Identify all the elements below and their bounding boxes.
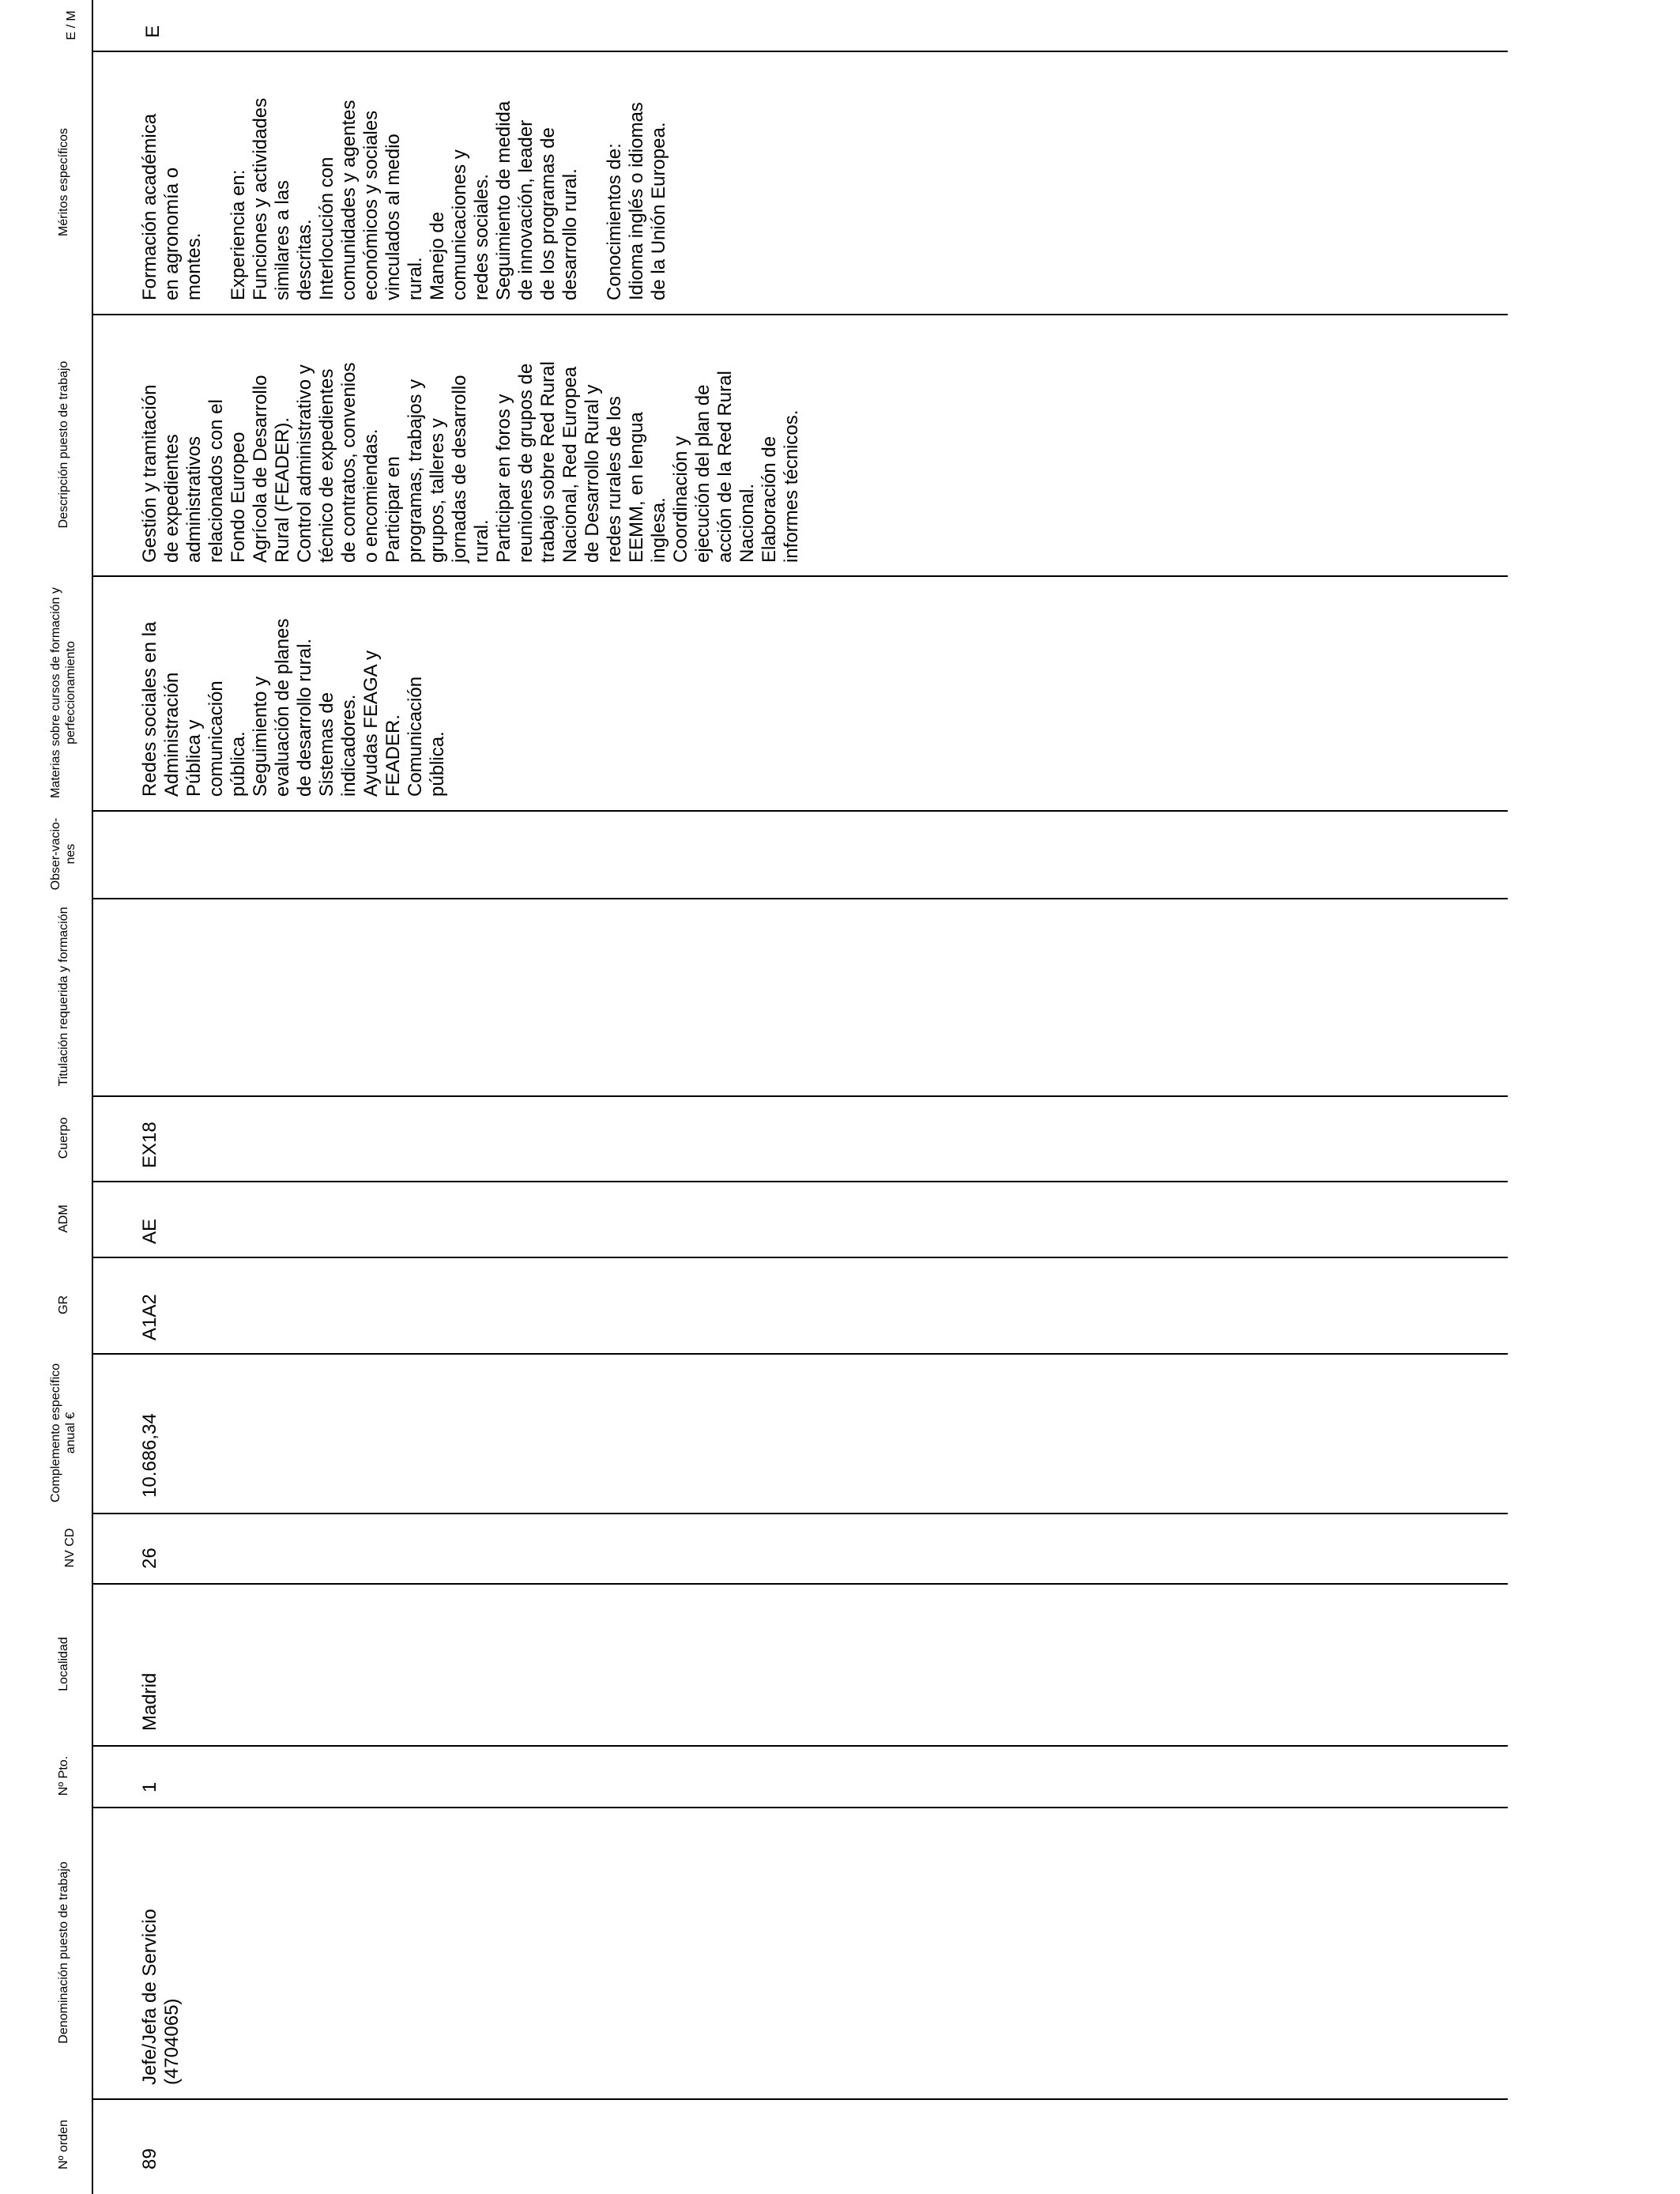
- cell-cuerpo: EX18: [139, 1122, 160, 1168]
- header-meritos: Méritos específicos: [56, 128, 70, 236]
- column-rule: [93, 1095, 1508, 1097]
- header-materias: Materias sobre cursos de formación y perfeccionamiento: [49, 587, 77, 798]
- header-em: E / M: [64, 10, 78, 40]
- cell-nivel: 26: [139, 1547, 160, 1569]
- header-adm: ADM: [56, 1204, 70, 1233]
- header-num-puesto: Nº Pto.: [56, 1755, 70, 1796]
- column-rule: [93, 1807, 1508, 1808]
- cell-num-puesto: 1: [139, 1781, 160, 1793]
- cell-observaciones: [139, 806, 171, 885]
- column-rule: [93, 1745, 1508, 1747]
- header-cuerpo: Cuerpo: [56, 1117, 70, 1159]
- column-rule: [93, 810, 1508, 812]
- cell-adm: AE: [139, 1218, 160, 1244]
- column-rule: [93, 2098, 1508, 2100]
- header-orden: Nº orden: [56, 2120, 70, 2169]
- header-denominacion: Denominación puesto de trabajo: [56, 1861, 70, 2044]
- header-observaciones: Obser-vacio-nes: [49, 817, 77, 891]
- header-complemento: Complemento específico anual €: [49, 1363, 77, 1503]
- column-rule: [93, 1181, 1508, 1182]
- table-left-edge: [92, 0, 93, 2194]
- cell-materias: Redes sociales en la Administración Pública y comunicación pública. Seguimiento y evaluación de planes de desarrollo rural. Sistemas de indicadores. Ayudas FEAGA y FEADER. Comunicación pública.: [139, 618, 448, 797]
- header-grupo: GR: [56, 1295, 70, 1314]
- cell-titulacion: [139, 893, 171, 1083]
- header-nivel: NV CD: [62, 1528, 77, 1568]
- header-localidad: Localidad: [56, 1637, 70, 1691]
- column-rule: [93, 1257, 1508, 1258]
- column-rule: [93, 1583, 1508, 1585]
- column-rule: [93, 1513, 1508, 1514]
- cell-grupo: A1A2: [139, 1294, 160, 1340]
- cell-em: E: [142, 25, 164, 38]
- cell-descripcion: Gestión y tramitación de expedientes administrativos relacionados con el Fondo Europeo Agrícola de Desarrollo Rural (FEADER). Control administrativo y técnico de expedientes de contratos, convenios o encomiendas. Participar en programas, trabajos y grupos, talleres y jornadas de desarrollo rural. Participar en foros y reuniones de grupos de trabajo sobre Red Rural Nacional, Red Europea de Desarrollo Rural y redes rurales de los EEMM, en lengua inglesa. Coordinación y ejecución del plan de acción de la Red Rural Nacional. Elaboración de informes técnicos.: [139, 361, 802, 563]
- column-rule: [93, 898, 1508, 899]
- cell-complemento: 10.686,34: [139, 1413, 160, 1498]
- header-titulacion: Titulación requerida y formación: [56, 907, 70, 1087]
- header-descripcion: Descripción puesto de trabajo: [56, 360, 70, 529]
- cell-denominacion: Jefe/Jefa de Servicio (4704065): [139, 1909, 183, 2085]
- column-rule: [93, 1353, 1508, 1355]
- cell-localidad: Madrid: [139, 1672, 160, 1731]
- cell-meritos: Formación académica en agronomía o montes. Experiencia en: Funciones y actividades similares a las descritas. Interlocución con comunidades y agentes económicos y sociales vinculados al medio rural. Manejo de comunicaciones y redes sociales. Seguimiento de medida de innovación, leader de los programas de desarrollo rural. Conocimientos de: Idioma inglés o idiomas de la Unión Europea.: [139, 97, 669, 300]
- cell-orden: 89: [139, 2148, 160, 2169]
